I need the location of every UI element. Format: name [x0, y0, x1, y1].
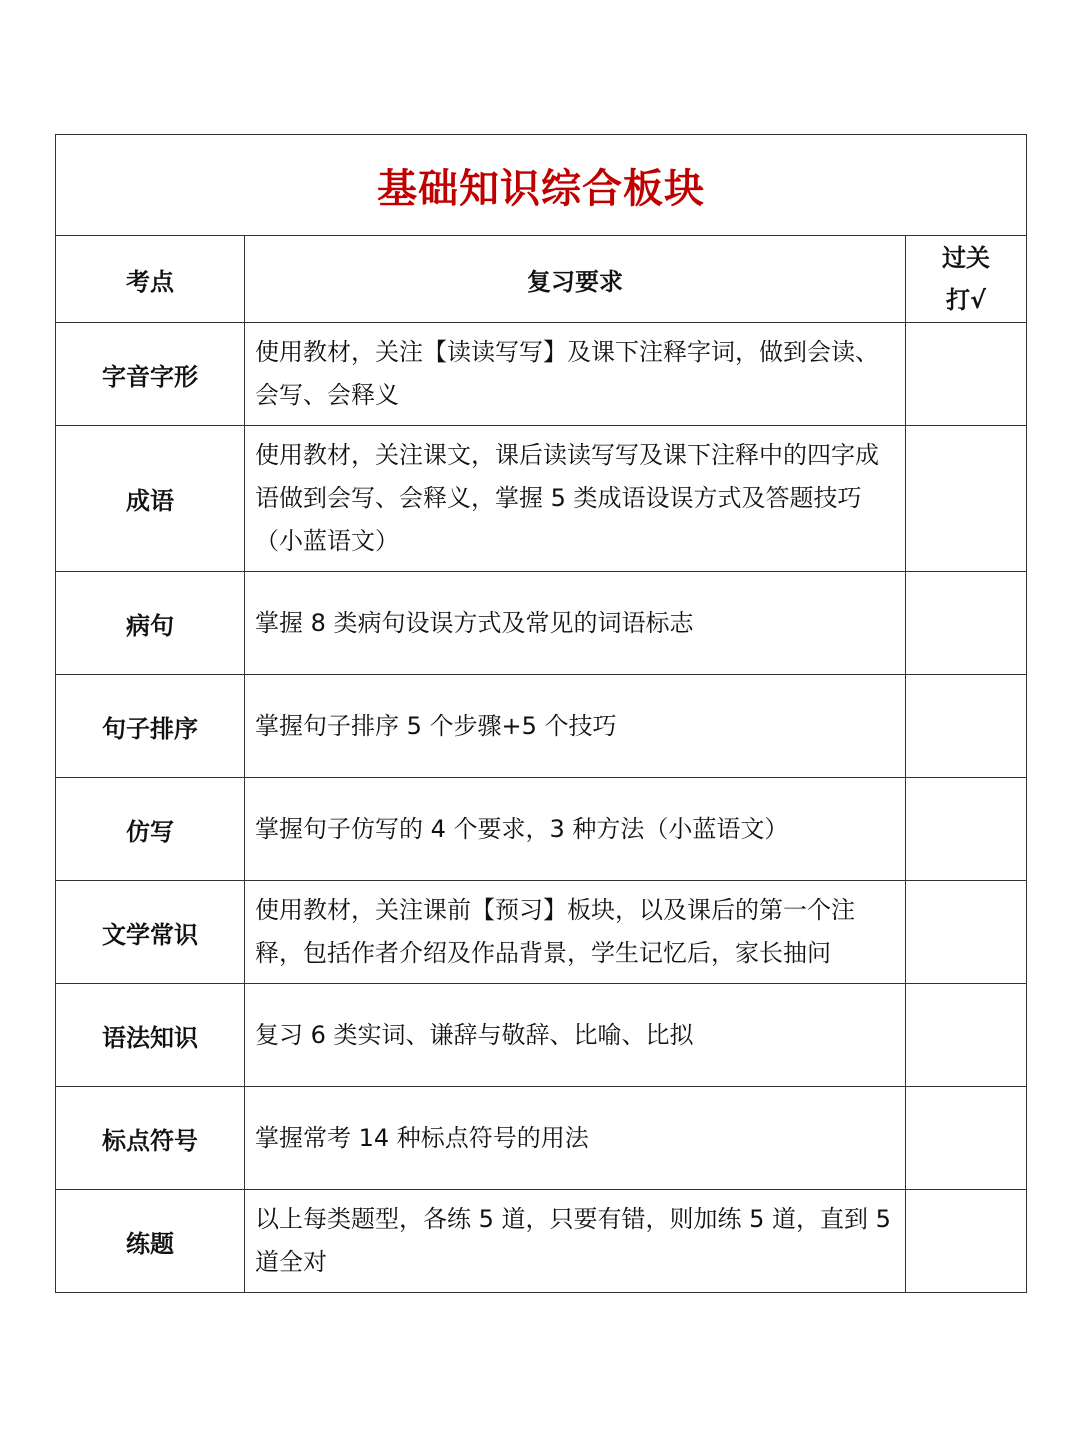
row-pass-cell — [906, 572, 1027, 675]
row-requirement: 使用教材，关注课文，课后读读写写及课下注释中的四字成语做到会写、会释义，掌握 5 类成语设误方式及答题技巧（小蓝语文） — [245, 426, 906, 572]
row-pass-cell — [906, 1190, 1027, 1293]
row-pass-cell — [906, 323, 1027, 426]
row-point: 句子排序 — [56, 675, 245, 778]
header-point: 考点 — [56, 236, 245, 323]
row-point: 语法知识 — [56, 984, 245, 1087]
header-requirement: 复习要求 — [245, 236, 906, 323]
row-requirement: 以上每类题型，各练 5 道，只要有错，则加练 5 道，直到 5 道全对 — [245, 1190, 906, 1293]
header-pass — [906, 236, 1027, 323]
row-pass-cell — [906, 881, 1027, 984]
row-point: 练题 — [56, 1190, 245, 1293]
row-requirement: 复习 6 类实词、谦辞与敬辞、比喻、比拟 — [245, 984, 906, 1087]
row-requirement: 掌握句子仿写的 4 个要求，3 种方法（小蓝语文） — [245, 778, 906, 881]
table-row — [56, 426, 1027, 572]
header-pass-line2: 打√ — [946, 286, 987, 314]
table-row — [56, 984, 1027, 1087]
review-checklist — [55, 134, 1026, 1293]
row-point: 文学常识 — [56, 881, 245, 984]
row-pass-cell — [906, 778, 1027, 881]
row-pass-cell — [906, 1087, 1027, 1190]
header-pass-line1: 过关 — [942, 244, 991, 272]
table-row — [56, 572, 1027, 675]
table-row — [56, 323, 1027, 426]
table-row — [56, 1190, 1027, 1293]
row-requirement: 掌握 8 类病句设误方式及常见的词语标志 — [245, 572, 906, 675]
row-requirement: 使用教材，关注【读读写写】及课下注释字词，做到会读、会写、会释义 — [245, 323, 906, 426]
title-row — [56, 135, 1027, 236]
row-pass-cell — [906, 675, 1027, 778]
row-requirement: 掌握句子排序 5 个步骤+5 个技巧 — [245, 675, 906, 778]
review-table — [55, 134, 1027, 1293]
row-point: 字音字形 — [56, 323, 245, 426]
table-row — [56, 1087, 1027, 1190]
table-row — [56, 675, 1027, 778]
row-point: 标点符号 — [56, 1087, 245, 1190]
table-title: 基础知识综合板块 — [56, 135, 1027, 236]
row-pass-cell — [906, 426, 1027, 572]
row-requirement: 掌握常考 14 种标点符号的用法 — [245, 1087, 906, 1190]
row-requirement: 使用教材，关注课前【预习】板块，以及课后的第一个注释，包括作者介绍及作品背景，学生记忆后，家长抽问 — [245, 881, 906, 984]
row-pass-cell — [906, 984, 1027, 1087]
table-row — [56, 778, 1027, 881]
table-row — [56, 881, 1027, 984]
row-point: 成语 — [56, 426, 245, 572]
row-point: 病句 — [56, 572, 245, 675]
row-point: 仿写 — [56, 778, 245, 881]
header-row — [56, 236, 1027, 323]
